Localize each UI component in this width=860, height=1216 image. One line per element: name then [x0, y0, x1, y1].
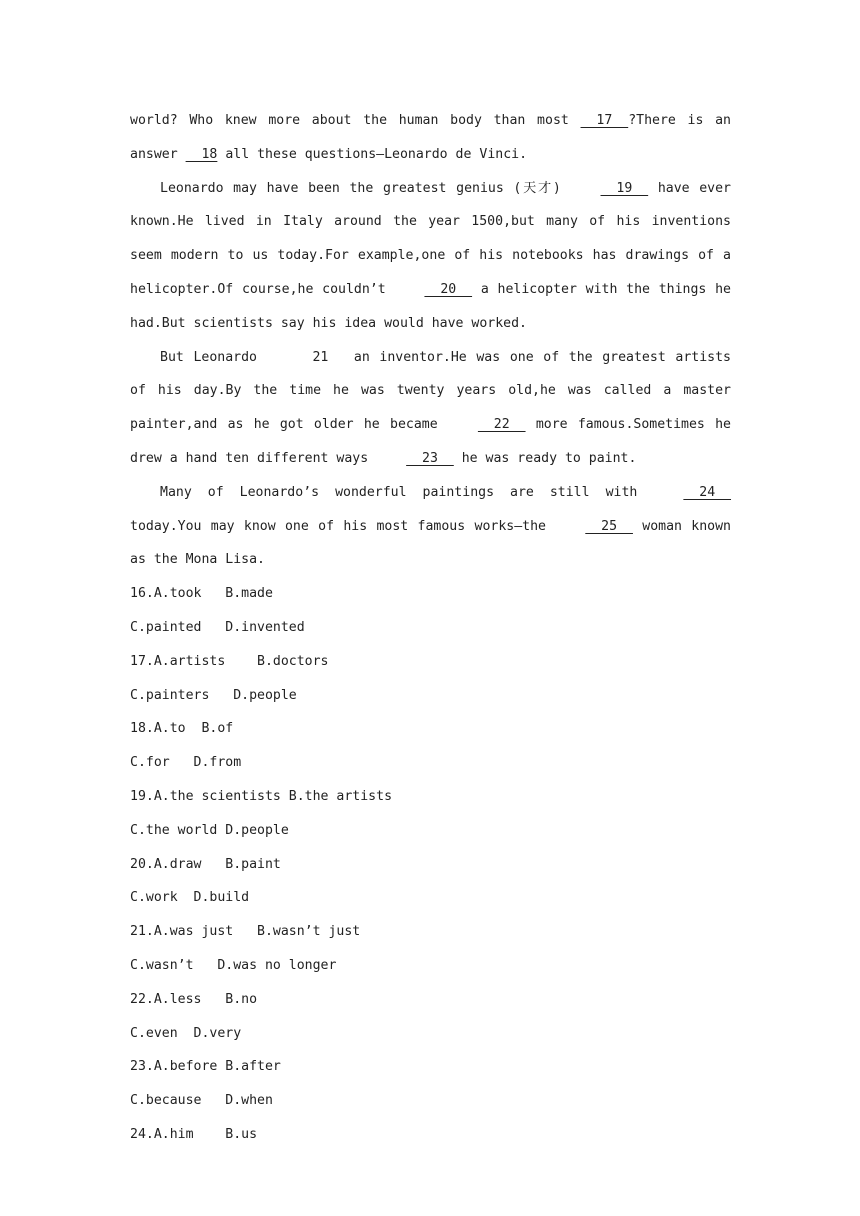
passage-text: have ever known.He lived in Italy around the year 1500,but many of his inventions seem modern to us today.For example,one of his notebooks has drawings of a helicopter.Of course,he couldn’t	[130, 180, 732, 297]
option-line: C.painted D.invented	[130, 619, 305, 635]
blank-20: 20	[424, 281, 473, 297]
option-line: 23.A.before B.after	[130, 1059, 281, 1075]
passage-text: woman known as the Mona Lisa.	[130, 518, 731, 568]
passage-text: But Leonardo	[160, 349, 257, 365]
option-line: C.because D.when	[130, 1093, 273, 1109]
blank-19: 19	[600, 180, 649, 196]
option-line: C.wasn’t D.was no longer	[130, 957, 337, 973]
blank-24: 24	[683, 484, 732, 500]
passage-text: today.You may know one of his most famous works—the	[130, 518, 546, 534]
option-line: C.even D.very	[130, 1025, 242, 1041]
passage-text: world? Who knew more about the human body than most	[130, 113, 569, 128]
passage-text: more famous.Sometimes he drew a hand ten different ways	[130, 417, 731, 466]
passage-text: Many of Leonardo’s wonderful paintings are still with	[160, 484, 638, 500]
option-line: 17.A.artists B.doctors	[130, 653, 329, 669]
passage-paragraph-1	[130, 104, 731, 172]
blank-18: 18	[185, 146, 218, 162]
blank-25: 25	[585, 518, 633, 534]
option-line: C.for D.from	[130, 755, 242, 771]
option-line: 24.A.him B.us	[130, 1126, 258, 1142]
worksheet-page	[130, 104, 731, 1152]
passage-paragraph-3	[130, 341, 731, 476]
answer-options	[130, 577, 731, 1152]
option-line: 19.A.the scientists B.the artists	[130, 788, 393, 804]
option-line: 18.A.to B.of	[130, 721, 234, 737]
option-line: C.painters D.people	[130, 687, 297, 703]
option-line: 22.A.less B.no	[130, 991, 258, 1007]
blank-17: 17	[580, 113, 629, 128]
passage-text: an inventor.He was one of the greatest artists of his day.By the time he was twenty years old,he was called a master painter,and as he got older he became	[130, 349, 731, 433]
passage-text: Leonardo may have been the greatest genius (天才)	[160, 180, 561, 196]
option-line: 20.A.draw B.paint	[130, 856, 281, 872]
passage-paragraph-2	[130, 172, 731, 341]
blank-23: 23	[406, 450, 454, 466]
option-line: 21.A.was just B.wasn’t just	[130, 924, 361, 940]
passage-paragraph-4	[130, 476, 731, 577]
blank-21: 21	[296, 349, 345, 365]
passage-text: ?There is an answer	[130, 113, 731, 162]
passage-text: all these questions—Leonardo de Vinci.	[225, 146, 528, 162]
option-line: C.the world D.people	[130, 822, 289, 838]
option-line: 16.A.took B.made	[130, 586, 273, 602]
option-line: C.work D.build	[130, 890, 250, 906]
passage-text: a helicopter with the things he had.But scientists say his idea would have worked.	[130, 281, 731, 331]
passage-text: he was ready to paint.	[461, 450, 637, 466]
blank-22: 22	[477, 417, 526, 433]
